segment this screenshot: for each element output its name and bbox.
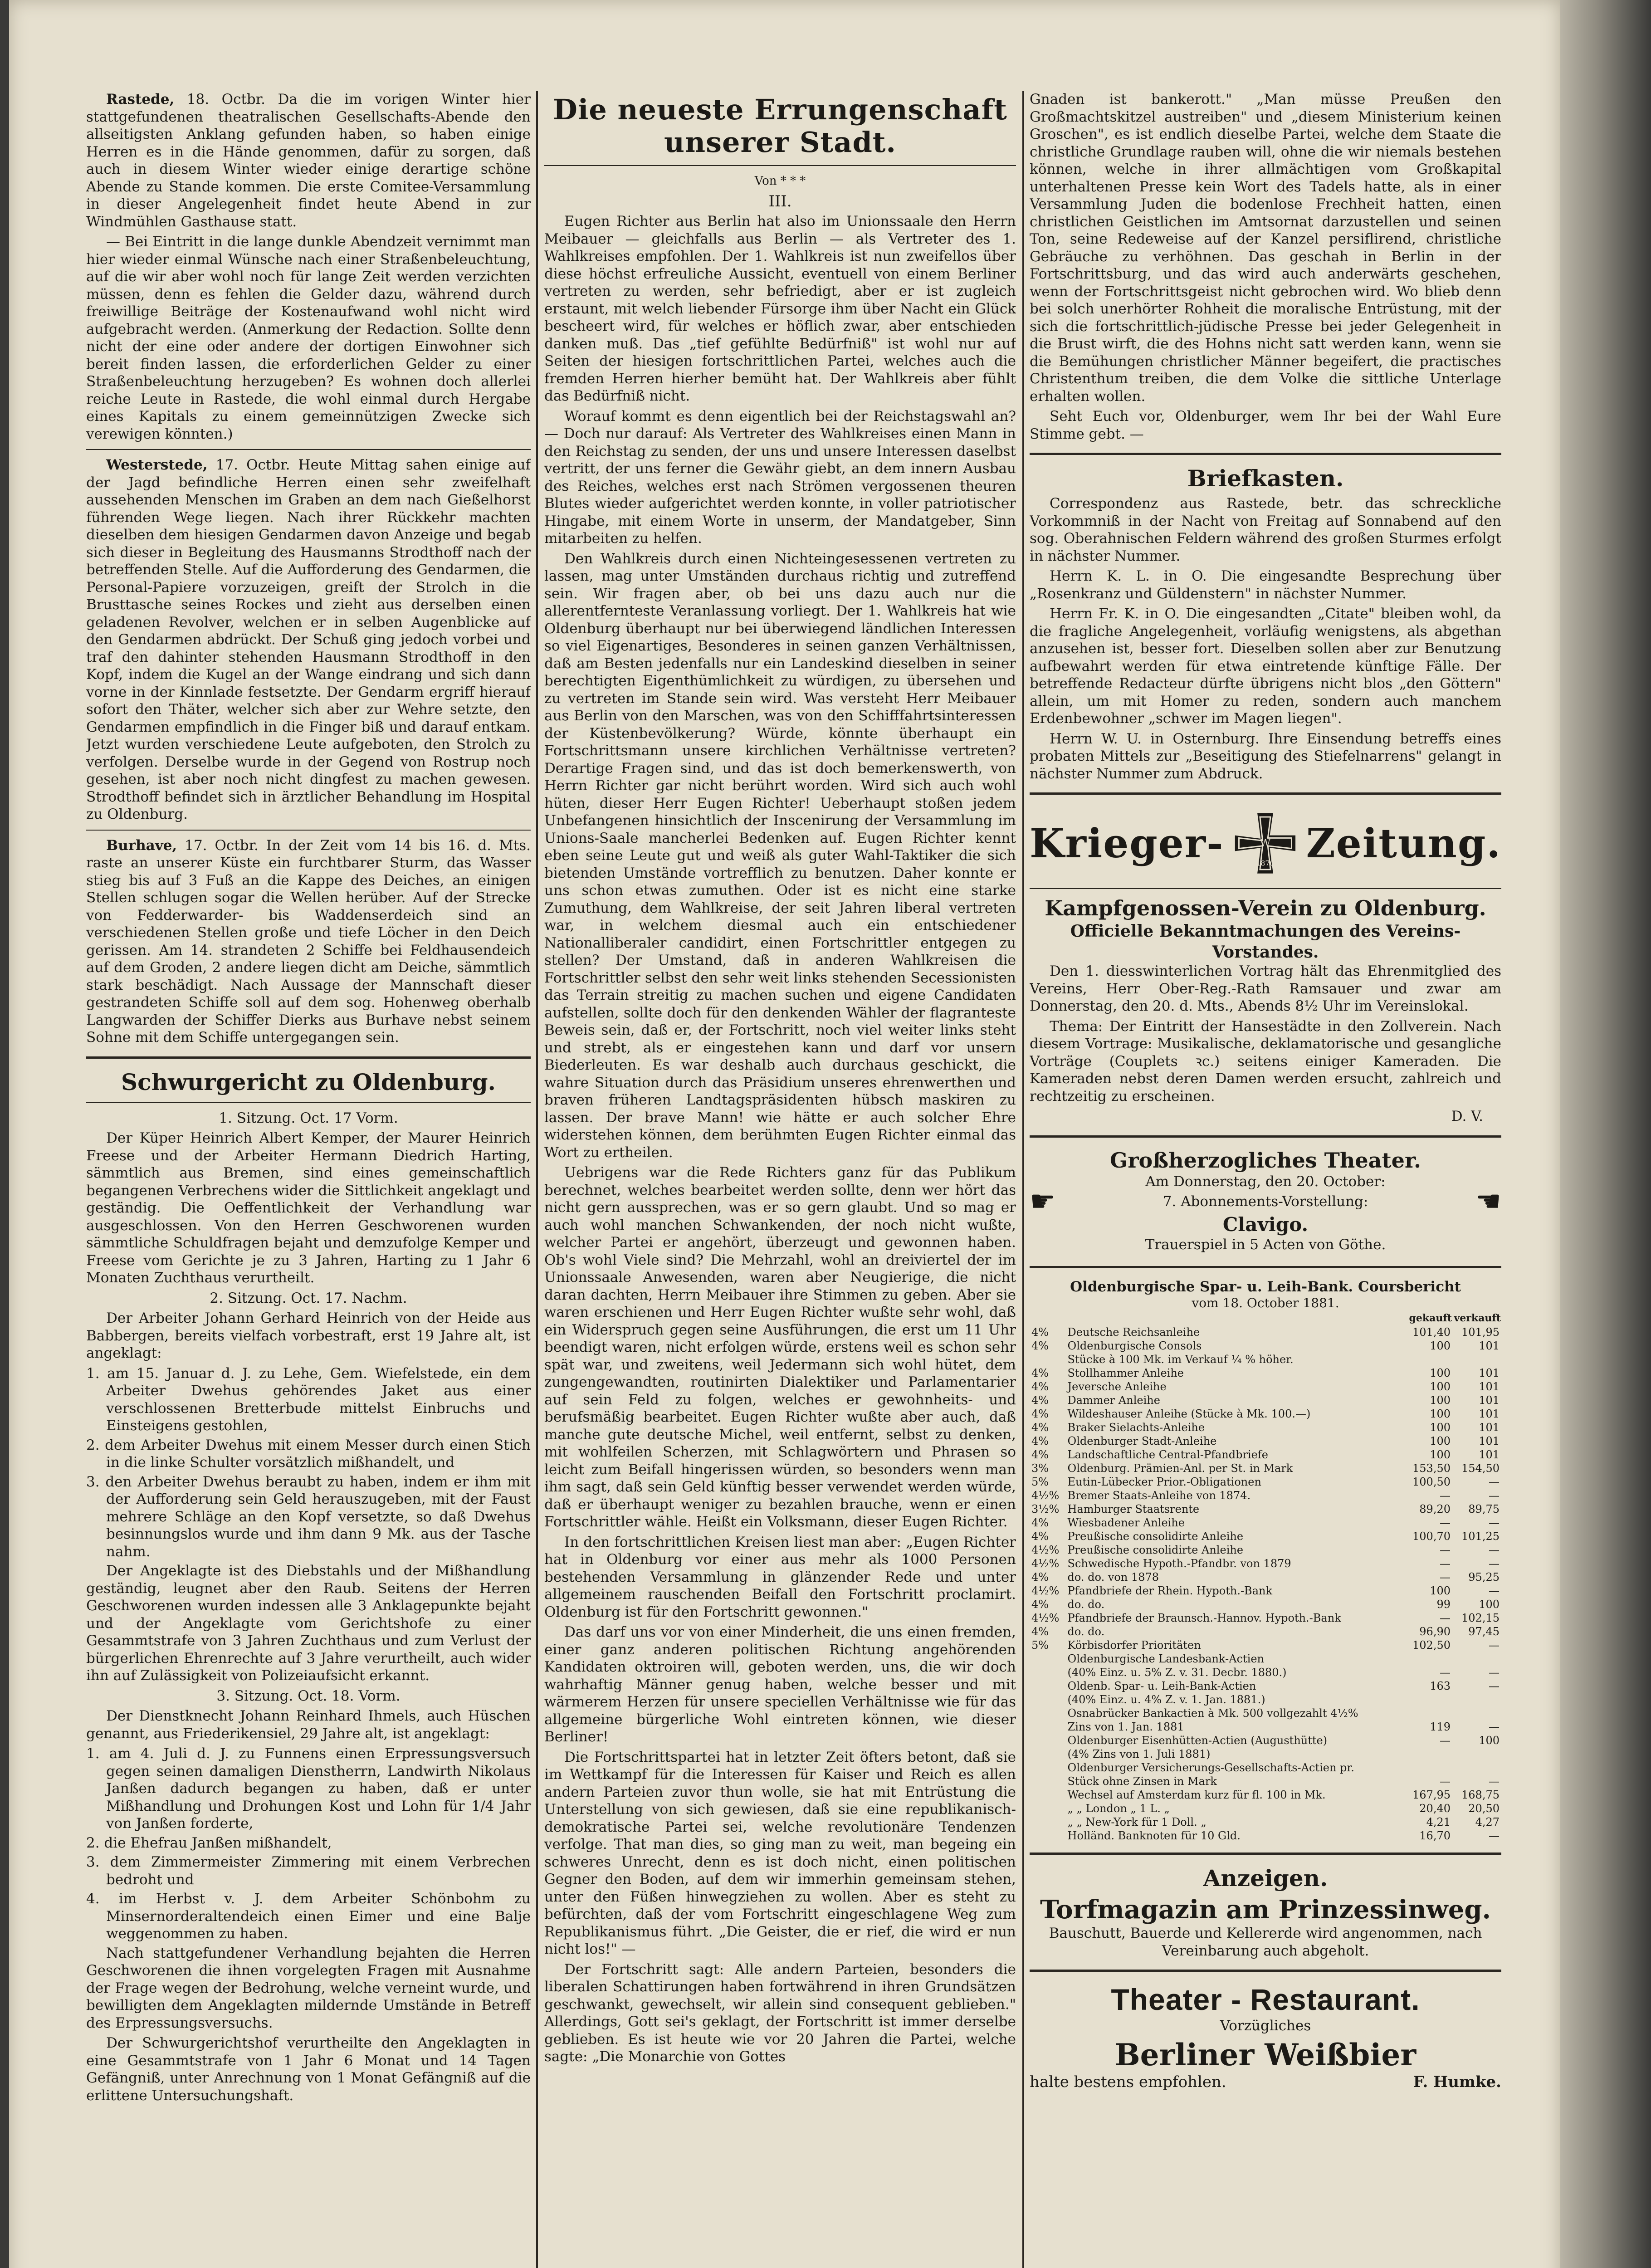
kurs-gekauft (1403, 1652, 1452, 1666)
kurs-name: do. do. (1067, 1625, 1105, 1638)
kurs-name: (40% Einz. u. 5% Z. v. 31. Decbr. 1880.) (1067, 1666, 1287, 1679)
article-paragraph: Uebrigens war die Rede Richters ganz für das Publikum berechnet, welches bearbeitet werden sollte, denn wer hört das nicht gern aussprechen, was er so gern glaubt. Und so mag er auch wohl manchen Schwankenden, der noch nicht wußte, welcher Partei er angehört, überzeugt und gewonnen haben. Ob's wohl Viele sind? Die Mehrzahl, wohl an dreiviertel der im Unionssaale Anwesenden, waren aber Neugierige, die nicht daran dachten, Herrn Meibauer ihre Stimmen zu geben. Aber sie waren erschienen und Herr Eugen Richter wußte sehr wohl, daß ein Widerspruch gegen seine Ausführungen, die erst um 11 Uhr beendigt waren, nicht erfolgen würde, erstens weil es schon sehr spät war, und zweitens, weil Jedermann sich wohl hütet, dem zungengewandten, routinirten Dialektiker und Parlamentarier auf sein Feld zu folgen, welches er gewohnheits- und berufsmäßig bearbeitet. Eugen Richter wußte aber auch, daß manche gute deutsche Michel, weil entfernt, selbst zu denken, mit wohlfeilen Scherzen, mit Schlagwörtern und Phrasen so leicht zum Beifall hingerissen würden, so besonders wenn man ihm sagt, daß sein Geld künftig besser verwendet werden würde, daß er überhaupt weniger zu bezahlen brauche, wenn er einen Fortschrittler wähle. Heißt ein Volksmann, dieser Eugen Richter. (544, 1164, 1016, 1530)
kurs-rate (1030, 1706, 1066, 1720)
kurs-rate: 5% (1031, 1639, 1049, 1652)
schwurgericht-title: Schwurgericht zu Oldenburg. (121, 1068, 496, 1095)
kurs-date: vom 18. October 1881. (1192, 1295, 1339, 1310)
kurs-verkauft: 4,27 (1475, 1816, 1500, 1828)
kurs-rate (1030, 1774, 1066, 1788)
kurs-name: Stück ohne Zinsen in Mark (1067, 1775, 1217, 1788)
kurs-row (1030, 1611, 1501, 1625)
kurs-name: (40% Einz. u. 4% Z. v. 1. Jan. 1881.) (1067, 1693, 1265, 1706)
kurs-rate: 4½% (1031, 1544, 1060, 1556)
list-item: 4. im Herbst v. J. dem Arbeiter Schönbohm zu Minsernorderaltendeich einen Eimer und eine Balje weggenommen zu haben. (86, 1891, 531, 1942)
kurs-row (1030, 1380, 1501, 1393)
kurs-row (1030, 1353, 1501, 1366)
kurs-row (1030, 1829, 1501, 1843)
kurs-rate: 4% (1031, 1421, 1049, 1434)
kurs-row (1030, 1407, 1501, 1421)
article-paragraph: Den Wahlkreis durch einen Nichteingesessenen vertreten zu lassen, mag unter Umständen durchaus richtig und zutreffend sein. Wir fragen aber, ob bei uns dazu auch nur die allerentfernteste Veranlassung vorliegt. Der 1. Wahlkreis hat wie Oldenburg überhaupt nur bei überwiegend ländlichen Interessen so viel Eigenartiges, Besonderes in seinen ganzen Verhältnissen, daß am Besten jedenfalls nur ein Landeskind dieselben in seiner berechtigten Eigenthümlichkeit zu würdigen, zu übersehen und zu vertreten im Stande sein wird. Was versteht Herr Meibauer aus Berlin von den Marschen, was von den Schifffahrtsinteressen der Küstenbevölkerung? Würde, könnte überhaupt ein Fortschrittsmann unsere kirchlichen Verhältnisse vertreten? Derartige Fragen sind, und das ist doch bemerkenswerth, von Herrn Richter gar nicht berührt worden. Wird sich auch wohl hüten, dieser Herr Eugen Richter! Ueberhaupt stoßen jedem Unbefangenen hinsichtlich der Inscenirung der Versammlung im Unions-Saale mancherlei Bedenken auf. Eugen Richter kennt eben seine Leute gut und weiß als guter Wahl-Taktiker die sich bietenden Umstände vortrefflich zu benutzen. Daher konnte er uns schon etwas zumuthen. Oder ist es nicht eine starke Zumuthung, dem Wahlkreise, der seit Jahren liberal vertreten war, in welchem diesmal auch ein entschiedener Nationalliberaler candidirt, einen Fortschrittler entgegen zu stellen? Der Umstand, daß in anderen Wahlkreisen die Fortschrittler selbst den sehr weit links stehenden Secessionisten das Terrain streitig zu machen suchen und eigene Candidaten aufstellen, sollte doch für den denkenden Wähler der flagranteste Beweis sein, daß er, der Fortschritt, noch viel weiter links steht und strebt, als er eingestehen kann und darf vor unsern Biederleuten. Es war deshalb auch durchaus geschickt, die wahre Situation durch das Präsidium unseres ehrenwerthen und braven früheren Landtagspräsidenten hübsch maskiren zu lassen. Der brave Mann! wie hätte er auch solcher Ehre widerstehen können, dem berühmten Eugen Richter einmal das Wort zu ertheilen. (544, 550, 1016, 1161)
kurs-row (1030, 1502, 1501, 1516)
kurs-name: „ „ New-York für 1 Doll. „ (1067, 1816, 1206, 1828)
article-paragraph: Die Fortschrittspartei hat in letzter Zeit öfters betont, daß sie im Wettkampf für die Interessen für Kaiser und Reich es allen andern Parteien zuvor thun wolle, sie hat mit Entrüstung die Unterstellung von sich gewiesen, daß sie eine republikanisch-demokratische Partei sei, welche revolutionäre Tendenzen verfolge. That man dies, so ging man zu weit, man begeing ein schweres Unrecht, denn es ist doch nicht, einen politischen Gegner den Boden, auf dem wir immerhin gemeinsam stehen, unter den Füßen hinwegziehen zu wollen. Aber es steht zu befürchten, daß der vom Fortschritt eingeschlagene Weg zum Republikanismus führt. „Die Geister, die er rief, die wird er nun nicht los!" — (544, 1749, 1016, 1957)
kurs-rate (1030, 1652, 1066, 1666)
article-paragraph: In den fortschrittlichen Kreisen liest man aber: „Eugen Richter hat in Oldenburg vor einer aus mehr als 1000 Personen bestehenden Versammlung in glänzender Rede und unter allgemeinem rauschenden Beifall den Fortschritt proclamirt. Oldenburg ist für den Fortschritt gewonnen." (544, 1534, 1016, 1620)
sitzung-3-text: Der Dienstknecht Johann Reinhard Ihmels, auch Hüschen genannt, aus Friederikensiel, 29 Jahre alt, ist angeklagt: (86, 1708, 531, 1742)
kurs-row (1030, 1706, 1501, 1720)
list-item: 1. am 15. Januar d. J. zu Lehe, Gem. Wiefelstede, ein dem Arbeiter Dwehus gehörendes Jaket aus einer verschlossenen Bretterbude mittelst Einbruchs und Einsteigens gestohlen, (86, 1365, 531, 1434)
kurs-name: Oldenburg. Prämien-Anl. per St. in Mark (1067, 1462, 1293, 1475)
kurs-rate: 4% (1031, 1380, 1049, 1393)
ad-signoff (1030, 2072, 1501, 2092)
kurs-gekauft: — (1440, 1734, 1451, 1747)
kurs-rate (1030, 1720, 1066, 1734)
article-paragraph: Das darf uns vor von einer Minderheit, die uns einen fremden, einer ganz anderen politischen Richtung angehörenden Kandidaten oktroiren will, geboten werden, uns, die wir doch wahrhaftig Männer genug haben, welche besser und mit wärmerem Herzen für unsere speciellen Verhältnisse wie für das allgemeine bürgerliche Wohl eintreten können, wie dieser Berliner! (544, 1624, 1016, 1745)
iron-cross-icon (1232, 805, 1298, 882)
kurs-rate (1030, 1788, 1066, 1802)
divider (1030, 888, 1501, 889)
sitzung-1-head: 1. Sitzung. Oct. 17 Vorm. (219, 1110, 398, 1126)
kurs-gekauft: 100 (1430, 1448, 1451, 1461)
briefkasten-item: Herrn W. U. in Osternburg. Ihre Einsendung betreffs eines probaten Mittels zur „Beseitigung des Stiefelnarrens" gelangt in nächster Nummer zum Abdruck. (1030, 730, 1501, 782)
kurs-verkauft: 101 (1479, 1339, 1500, 1352)
kurs-name: Oldenburger Stadt-Anleihe (1067, 1435, 1217, 1447)
kurs-row (1030, 1734, 1501, 1747)
theater-title: Großherzogliches Theater. (1110, 1148, 1421, 1173)
kurs-verkauft: 154,50 (1461, 1462, 1500, 1475)
kurs-rate: 4% (1031, 1408, 1049, 1420)
krieger-zeitung-masthead (1030, 805, 1501, 882)
kurs-rate: 4½% (1031, 1489, 1060, 1502)
briefkasten-item: Herrn Fr. K. in O. Die eingesandten „Citate" bleiben wohl, da die fragliche Angelegenheit, vorläufig wenigstens, als abgethan anzusehen ist, besser fort. Dieselben sollen aber zur Benutzung aufbewahrt werden für etwa eintretende künftige Fälle. Der betreffende Redacteur dürfte übrigens nicht blos „den Göttern" allein, um mit Homer zu reden, sondern auch manchem Erdenbewohner „schwer im Magen liegen". (1030, 606, 1501, 727)
kurs-row (1030, 1666, 1501, 1679)
kurs-gekauft: — (1440, 1489, 1451, 1502)
kurs-verkauft: — (1489, 1639, 1500, 1652)
kurs-row (1030, 1747, 1501, 1761)
kurs-rate: 4% (1031, 1625, 1049, 1638)
kurs-row (1030, 1461, 1501, 1475)
kurs-row (1030, 1625, 1501, 1638)
kurs-name: Wildeshauser Anleihe (Stücke à Mk. 100.—) (1067, 1408, 1311, 1420)
kurs-rate: 4½% (1031, 1612, 1060, 1624)
kurs-name: Bremer Staats-Anleihe von 1874. (1067, 1489, 1251, 1502)
kurs-name: Oldenburger Versicherungs-Gesellschafts-Actien pr. (1067, 1761, 1354, 1774)
kurs-name: Oldenburgische Landesbank-Actien (1067, 1652, 1264, 1665)
kurs-gekauft: 100,50 (1412, 1476, 1451, 1488)
kurs-verkauft (1452, 1353, 1501, 1366)
kurs-name: Zins von 1. Jan. 1881 (1067, 1721, 1184, 1733)
lead-rastede: Rastede, (106, 91, 175, 108)
kurs-row (1030, 1815, 1501, 1829)
kurs-gekauft: 163 (1430, 1680, 1451, 1692)
kurs-rate (1030, 1353, 1066, 1366)
divider (86, 1102, 531, 1103)
kurs-gekauft: — (1440, 1775, 1451, 1788)
kurs-gekauft: 16,70 (1419, 1829, 1451, 1842)
kurs-name: Osnabrücker Bankactien à Mk. 500 vollgezahlt 4½% (1067, 1707, 1358, 1720)
article-paragraph: Eugen Richter aus Berlin hat also im Unionssaale den Herrn Meibauer — gleichfalls aus Berlin — als Vertreter des 1. Wahlkreises empfohlen. Der 1. Wahlkreis ist nun zweifellos über diese höchst erfreuliche Aussicht, eventuell von einem Berliner vertreten zu werden, sehr befriedigt, aber er ist zugleich erstaunt, mit welch liebender Fürsorge ihm über Nacht ein Glück bescheert wird, für welches er höflich zwar, aber entschieden danken muß. Das „tief gefühlte Bedürfniß" ist wohl nur auf Seiten der hiesigen fortschrittlichen Partei, welches auch die fremden Herren hierher bemüht hat. Der Wahlkreis aber fühlt das Bedürfniß nicht. (544, 213, 1016, 404)
kurs-name: Jeversche Anleihe (1067, 1380, 1167, 1393)
kurs-rate: 4% (1031, 1598, 1049, 1611)
kurs-rate (1030, 1802, 1066, 1815)
byline: Von * * * (754, 174, 806, 188)
divider (1030, 792, 1501, 795)
kurs-row (1030, 1693, 1501, 1706)
kurs-verkauft: 101 (1479, 1421, 1500, 1434)
kurs-rate (1030, 1734, 1066, 1747)
kurs-gekauft (1403, 1761, 1452, 1774)
kurs-row (1030, 1720, 1501, 1734)
kurs-rate: 4% (1031, 1394, 1049, 1407)
kurs-gekauft: 100 (1430, 1421, 1451, 1434)
official-subtitle: Officielle Bekanntmachungen des Vereins-Vorstandes. (1070, 922, 1461, 962)
pointing-hand-left-icon: ☚ (1475, 1185, 1501, 1219)
kurs-rate: 4% (1031, 1516, 1049, 1529)
kurs-name: Stücke à 100 Mk. im Verkauf ¼ % höher. (1067, 1353, 1294, 1366)
kurs-row (1030, 1366, 1501, 1380)
sitzung-2-text-2: Der Angeklagte ist des Diebstahls und der Mißhandlung geständig, leugnet aber den Raub. Seitens der Herren Geschworenen wurden indessen alle 3 Anklagepunkte bejaht und der Angeklagte vom Gerichtshofe zu einer Gesammtstrafe von 3 Jahren Zuchthaus und zum Verlust der bürgerlichen Ehrenrechte auf 3 Jahre verurtheilt, auch wider ihn auf Zulässigkeit von Polizeiaufsicht erkannt. (86, 1563, 531, 1684)
kurs-gekauft: 99 (1436, 1598, 1451, 1611)
signature: D. V. (1451, 1108, 1483, 1124)
kurs-name: Wiesbadener Anleihe (1067, 1516, 1185, 1529)
theater-ad (1030, 1148, 1501, 1256)
kurs-row (1030, 1393, 1501, 1407)
kurs-rate: 4% (1031, 1367, 1049, 1379)
kurs-gekauft: — (1440, 1666, 1451, 1679)
anzeigen-title: Anzeigen. (1203, 1865, 1328, 1892)
kurs-row (1030, 1802, 1501, 1815)
kurs-gekauft (1403, 1747, 1452, 1761)
kurs-rate (1030, 1693, 1066, 1706)
kurs-row (1030, 1788, 1501, 1802)
sitzung-2-head: 2. Sitzung. Oct. 17. Nachm. (210, 1290, 407, 1306)
kurs-verkauft: 101 (1479, 1380, 1500, 1393)
krieger-word: Krieger- (1030, 820, 1224, 867)
cross-letter: W (1260, 837, 1271, 850)
kurs-name: Eutin-Lübecker Prior.-Obligationen (1067, 1476, 1261, 1488)
kurs-gekauft: 119 (1430, 1721, 1451, 1733)
kurs-gekauft (1403, 1353, 1452, 1366)
divider (1030, 1970, 1501, 1972)
kurs-row (1030, 1421, 1501, 1434)
kurs-gekauft: 89,20 (1419, 1503, 1451, 1515)
article-westerstede (86, 456, 531, 823)
article-burhave (86, 837, 531, 1046)
kurs-gekauft: 20,40 (1419, 1802, 1451, 1815)
divider (1030, 1135, 1501, 1138)
kurs-name: Preußische consolidirte Anleihe (1067, 1530, 1244, 1543)
kurs-row (1030, 1652, 1501, 1666)
kurs-table (1030, 1311, 1501, 1843)
kurs-gekauft: — (1440, 1557, 1451, 1570)
rastede-text: 18. Octbr. Da die im vorigen Winter hier stattgefundenen theatralischen Gesellschafts-Abende den allseitigsten Anklang gefunden haben, so haben einige Herren es in die Hände genommen, dafür zu sorgen, daß auch in diesem Winter wieder einige derartige schöne Abende zu Stande kommen. Die erste Comitee-Versammlung in dieser Angelegenheit findet heute Abend in zur Windmühlen Gasthause statt. (86, 91, 531, 230)
kurs-rate (1030, 1761, 1066, 1774)
kurs-gekauft: 100 (1430, 1380, 1451, 1393)
article-paragraph: Der Fortschritt sagt: Alle andern Parteien, besonders die liberalen Schattirungen haben fortwährend in ihren Grundsätzen geschwankt, gewechselt, wir allein sind consequent geblieben." Allerdings, Gott sei's geklagt, der Fortschritt ist immer derselbe geblieben. Es ist heute wie vor 20 Jahren die Partei, welche sagte: „Die Monarchie von Gottes (544, 1961, 1016, 2065)
kurs-rate: 4½% (1031, 1584, 1060, 1597)
kurs-gekauft (1403, 1706, 1452, 1720)
divider (86, 830, 531, 831)
pointing-hand-right-icon: ☛ (1030, 1185, 1056, 1219)
kurs-name: Holländ. Banknoten für 10 Gld. (1067, 1829, 1241, 1842)
page-edge (1560, 0, 1651, 2268)
newspaper-page (9, 0, 1560, 2268)
sitzung-1-text: Der Küper Heinrich Albert Kemper, der Maurer Heinrich Freese und der Arbeiter Hermann Diedrich Harting, sämmtlich aus Bremen, sind eines gemeinschaftlich begangenen Verbrechens wider die Sittlichkeit angeklagt und geständig. Die Oeffentlichkeit der Verhandlung war ausgeschlossen. Von den Herren Geschworenen wurden sämmtliche Schuldfragen bejaht und demzufolge Kemper und Freese vom Gerichte je zu 3 Jahren, Harting zu 1 Jahr 6 Monaten Zuchthaus verurtheilt. (86, 1130, 531, 1286)
kurs-verkauft: 101,95 (1461, 1326, 1500, 1339)
kurs-rate (1030, 1815, 1066, 1829)
lead-burhave: Burhave, (106, 837, 177, 854)
kurs-verkauft: 101 (1479, 1408, 1500, 1420)
halte-text: halte bestens empfohlen. (1030, 2072, 1226, 2091)
kurs-gekauft: 101,40 (1412, 1326, 1451, 1339)
list-item: 2. die Ehefrau Janßen mißhandelt, (86, 1834, 332, 1851)
kurs-row (1030, 1543, 1501, 1557)
kurs-gekauft: — (1440, 1571, 1451, 1584)
kurs-rate: 4% (1031, 1571, 1049, 1584)
column-rule (1022, 91, 1024, 2268)
kurs-verkauft: 100 (1479, 1734, 1500, 1747)
kurs-gekauft: — (1440, 1544, 1451, 1556)
kurs-rate: 4% (1031, 1326, 1049, 1339)
kurs-verkauft: 95,25 (1468, 1571, 1500, 1584)
theater-date: Am Donnerstag, den 20. October: (1145, 1173, 1386, 1190)
briefkasten-item: Correspondenz aus Rastede, betr. das schreckliche Vorkommniß in der Nacht von Freitag auf Sonnabend auf den sog. Oberahnischen Feldern während des großen Sturmes erfolgt in nächster Nummer. (1030, 495, 1501, 564)
column-rule (536, 91, 538, 2268)
divider (86, 1056, 531, 1059)
kurs-rate (1030, 1829, 1066, 1843)
zeitung-word: Zeitung. (1306, 820, 1501, 867)
kurs-verkauft (1452, 1761, 1501, 1774)
restaurant-title: Theater - Restaurant. (1111, 1983, 1420, 2016)
kurs-verkauft: — (1489, 1829, 1500, 1842)
kurs-gekauft: — (1440, 1612, 1451, 1624)
sitzung-3-text-2: Nach stattgefundener Verhandlung bejahten die Herren Geschworenen die ihnen vorgelegten Fragen mit Ausnahme der Frage wegen der Bedrohung, welche verneint wurde, und bewilligten dem Angeklagten mildernde Umstände in Betreff des Erpressungsversuchs. (86, 1945, 531, 2031)
kurs-verkauft (1452, 1652, 1501, 1666)
kurs-gekauft: 100,70 (1412, 1530, 1451, 1543)
part-number: III. (768, 192, 792, 210)
verein-title: Kampfgenossen-Verein zu Oldenburg. (1045, 896, 1486, 920)
kurs-name: Braker Sielachts-Anleihe (1067, 1421, 1205, 1434)
lead-westerstede: Westerstede, (106, 457, 208, 473)
cross-year: 1870 (1255, 859, 1275, 868)
kurs-name: do. do. (1067, 1598, 1105, 1611)
kurs-name: Deutsche Reichsanleihe (1067, 1326, 1200, 1339)
kurs-verkauft: 20,50 (1468, 1802, 1500, 1815)
kurs-verkauft: — (1489, 1476, 1500, 1488)
col-header-verkauft: verkauft (1454, 1312, 1501, 1324)
kurs-name: Landschaftliche Central-Pfandbriefe (1067, 1448, 1268, 1461)
kurs-row (1030, 1557, 1501, 1570)
column-3 (1030, 91, 1501, 2268)
theater-abo: 7. Abonnements-Vorstellung: (1163, 1193, 1368, 1210)
kurs-row (1030, 1339, 1501, 1353)
kurs-rate: 4% (1031, 1435, 1049, 1447)
kurs-row (1030, 1761, 1501, 1774)
kurs-rate: 4% (1031, 1339, 1049, 1352)
kurs-name: (4% Zins von 1. Juli 1881) (1067, 1748, 1211, 1760)
list-item: 1. am 4. Juli d. J. zu Funnens einen Erpressungsversuch gegen seinen damaligen Dienstherrn, Landwirth Nikolaus Janßen dadurch begangen zu haben, daß er unter Mißhandlung und Drohungen Kost und Lohn für 1/4 Jahr von Janßen forderte, (86, 1745, 531, 1832)
kurs-row (1030, 1598, 1501, 1611)
kurs-verkauft: — (1489, 1721, 1500, 1733)
kurs-name: Oldenburger Eisenhütten-Actien (Augusthütte) (1067, 1734, 1328, 1747)
kurs-verkauft (1452, 1706, 1501, 1720)
kurs-rate: 4% (1031, 1448, 1049, 1461)
kurs-name: Schwedische Hypoth.-Pfandbr. von 1879 (1067, 1557, 1291, 1570)
kurs-rate: 5% (1031, 1476, 1049, 1488)
kurs-rate (1030, 1747, 1066, 1761)
kurs-verkauft: — (1489, 1584, 1500, 1597)
kurs-name: Oldenburgische Consols (1067, 1339, 1202, 1352)
divider (86, 449, 531, 450)
burhave-text: 17. Octbr. In der Zeit vom 14 bis 16. d. Mts. raste an unserer Küste ein furchtbarer Sturm, das Wasser stieg bis auf 3 Fuß an die Kappe des Deiches, an einigen Stellen schlugen sogar die Wellen herüber. Auf der Strecke von Fedderwarder- bis Waddenserdeich sind an verschiedenen Stellen große und tiefe Löcher in den Deich gerissen. Am 14. strandeten 2 Schiffe bei Feldhausendeich auf dem Groden, 2 andere liegen dicht am Deiche, sämmtlich stark beschädigt. Nach Aussage der Mannschaft dieser gestrandeten Schiffe soll auf dem sog. Hohenweg oberhalb Langwarden der Schiffer Dierks aus Burhave nebst seinem Sohne mit dem Schiffe untergegangen sein. (86, 837, 531, 1046)
kurs-row (1030, 1475, 1501, 1489)
sitzung-3-head: 3. Sitzung. Oct. 18. Vorm. (216, 1687, 401, 1704)
article-continuation: Gnaden ist bankerott." „Man müsse Preußen den Großmachtskitzel austreiben" und „diesem Ministerium keinen Groschen", es ist endlich dieselbe Partei, welche dem Staate die christliche Grundlage rauben will, ohne die wir niemals bestehen können, welche in ihrer allmächtigen vom Großkapital unterhaltenen Presse kein Wort des Tadels hatte, als in einer Versammlung Juden die bodenlose Frechheit hatten, einen christlichen Geistlichen im Amtsornat darzustellen und seinen Ton, seine Redeweise auf der Kanzel persiflirend, christliche Gebräuche zu verhöhnen. Das geschah in Berlin in der Fortschrittsburg, und das wird auch anderwärts geschehen, wenn der Fortschrittsgeist nicht gebrochen wird. Wo blieb denn bei solch unerhörter Rohheit die moralische Entrüstung, mit der sich die fortschrittlich-jüdische Presse bei jeder Gelegenheit in die Brust wirft, die des Hohns nicht satt werden kann, wenn sie die Bemühungen christlicher Männer begeifert, die practisches Christenthum treiben, die dem Volke die sittliche Unterlage erhalten wollen. (1030, 91, 1501, 405)
torf-title: Torfmagazin am Prinzessinweg. (1040, 1895, 1491, 1925)
kurs-name: Wechsel auf Amsterdam kurz für fl. 100 in Mk. (1067, 1789, 1326, 1801)
kurs-verkauft: — (1489, 1680, 1500, 1692)
kurs-verkauft: — (1489, 1516, 1500, 1529)
kurs-rate: 3½% (1031, 1503, 1060, 1515)
column-1 (86, 91, 531, 2268)
kurs-verkauft: 101,25 (1461, 1530, 1500, 1543)
list-item: 3. den Arbeiter Dwehus beraubt zu haben, indem er ihm mit der Aufforderung sein Geld herauszugeben, mit der Faust mehrere Schläge an den Kopf versetzte, so daß Dwehus besinnungslos wurde und ihm dann 9 Mk. aus der Tasche nahm. (86, 1473, 531, 1560)
weissbier-title: Berliner Weißbier (1114, 2037, 1417, 2072)
sitzung-2-text: Der Arbeiter Johann Gerhard Heinrich von der Heide aus Babbergen, bereits vielfach vorbestraft, erst 19 Jahre alt, ist angeklagt: (86, 1310, 531, 1361)
kurs-gekauft: 100 (1430, 1367, 1451, 1379)
column-2 (544, 91, 1016, 2268)
kurs-gekauft: 153,50 (1412, 1462, 1451, 1475)
kurs-verkauft: 101 (1479, 1435, 1500, 1447)
kurs-verkauft: — (1489, 1557, 1500, 1570)
kurs-title: Oldenburgische Spar- u. Leih-Bank. Coursbericht (1070, 1279, 1461, 1295)
kurs-gekauft: 100 (1430, 1394, 1451, 1407)
kurs-verkauft: 97,45 (1468, 1625, 1500, 1638)
kurs-gekauft: 4,21 (1426, 1816, 1451, 1828)
kurs-row (1030, 1638, 1501, 1652)
kurs-name: Pfandbriefe der Braunsch.-Hannov. Hypoth.-Bank (1067, 1612, 1341, 1624)
kurs-name: „ „ London „ 1 L. „ (1067, 1802, 1170, 1815)
kurs-verkauft: — (1489, 1544, 1500, 1556)
kurs-gekauft: 100 (1430, 1339, 1451, 1352)
divider (1030, 1853, 1501, 1855)
krieger-text: Den 1. diesswinterlichen Vortrag hält das Ehrenmitglied des Vereins, Herr Ober-Reg.-Rath Ramsauer und zwar am Donnerstag, den 20. d. Mts., Abends 8½ Uhr im Vereinslokal. (1030, 963, 1501, 1014)
kurs-gekauft: 100 (1430, 1584, 1451, 1597)
kurs-verkauft (1452, 1747, 1501, 1761)
kurs-verkauft (1452, 1693, 1501, 1706)
kurs-verkauft: 101 (1479, 1448, 1500, 1461)
kurs-gekauft: 102,50 (1412, 1639, 1451, 1652)
divider (544, 165, 1016, 166)
briefkasten-item: Herrn K. L. in O. Die eingesandte Besprechung über „Rosenkranz und Güldenstern" in nächster Nummer. (1030, 568, 1501, 602)
torf-text: Bauschutt, Bauerde und Kellererde wird angenommen, nach Vereinbarung auch abgeholt. (1049, 1925, 1482, 1959)
krieger-text-2: Thema: Der Eintritt der Hansestädte in den Zollverein. Nach diesem Vortrage: Musikalische, deklamatorische und gesangliche Vorträge (Couplets ꝛc.) seitens einiger Kameraden. Die Kameraden nebst deren Damen werden ersucht, zahlreich und rechtzeitig zu erscheinen. (1030, 1018, 1501, 1105)
kurs-verkauft: 100 (1479, 1598, 1500, 1611)
col-header-gekauft: gekauft (1409, 1312, 1452, 1324)
kurs-verkauft: 101 (1479, 1394, 1500, 1407)
kurs-gekauft (1403, 1693, 1452, 1706)
kurs-name: do. do. von 1878 (1067, 1571, 1159, 1584)
kurs-name: Pfandbriefe der Rhein. Hypoth.-Bank (1067, 1584, 1272, 1597)
kurs-gekauft: 100 (1430, 1435, 1451, 1447)
kurs-row (1030, 1584, 1501, 1598)
kurs-verkauft: 101 (1479, 1367, 1500, 1379)
kurs-verkauft: — (1489, 1775, 1500, 1788)
kurs-verkauft: — (1489, 1666, 1500, 1679)
kurs-name: Preußische consolidirte Anleihe (1067, 1544, 1244, 1556)
kurs-row (1030, 1448, 1501, 1461)
kurs-verkauft: 89,75 (1468, 1503, 1500, 1515)
divider (1030, 453, 1501, 455)
vorzueglich: Vorzügliches (1220, 2018, 1311, 2034)
kurs-name: Hamburger Staatsrente (1067, 1503, 1200, 1515)
kurs-row (1030, 1325, 1501, 1339)
kurs-gekauft: — (1440, 1516, 1451, 1529)
kurs-name: Stollhammer Anleihe (1067, 1367, 1184, 1379)
kurs-rate (1030, 1679, 1066, 1693)
kurs-gekauft: 167,95 (1412, 1789, 1451, 1801)
kurs-row (1030, 1434, 1501, 1448)
play-desc: Trauerspiel in 5 Acten von Göthe. (1145, 1236, 1386, 1253)
rastede-p2: — Bei Eintritt in die lange dunkle Abendzeit vernimmt man hier wieder einmal Wünsche nach einer Straßenbeleuchtung, auf die wir aber wohl noch für lange Zeit werden verzichten müssen, denn es fehlen die Gelder dazu, während durch freiwillige Beiträge der Kostenaufwand wohl nicht wird aufgebracht werden. (Anmerkung der Redaction. Sollte denn nicht der eine oder andere der dortigen Einwohner sich bereit finden lassen, die erforderlichen Gelder zu einer Straßenbeleuchtung herzugeben? Es wohnen doch allerlei reiche Leute in Rastede, die wohl einmal durch Hergabe eines Kapitals zu einem gemeinnützigen Zwecke sich verewigen könnten.) (86, 234, 531, 442)
kurs-row (1030, 1530, 1501, 1543)
divider (1030, 1266, 1501, 1268)
article-paragraph: Worauf kommt es denn eigentlich bei der Reichstagswahl an? — Doch nur darauf: Als Vertreter des Wahlkreises einen Mann in den Reichstag zu senden, der uns und unsere Interessen daselbst vertritt, der uns ferner die Gewähr giebt, an dem innern Ausbau des Reiches, welches erst nach Strömen vergossenen theuren Blutes wieder aufgerichtet werden konnte, in voller patriotischer Hingabe, mit einem Worte in unserm, der Mandatgeber, Sinn mitarbeiten zu helfen. (544, 408, 1016, 547)
kurs-name: Dammer Anleihe (1067, 1394, 1160, 1407)
article-closing: Seht Euch vor, Oldenburger, wem Ihr bei der Wahl Eure Stimme gebt. — (1030, 408, 1501, 442)
kurs-row (1030, 1774, 1501, 1788)
kurs-verkauft: 168,75 (1461, 1789, 1500, 1801)
kurs-rate: 4½% (1031, 1557, 1060, 1570)
play-title: Clavigo. (1222, 1213, 1309, 1236)
kurs-verkauft: — (1489, 1489, 1500, 1502)
list-item: 3. dem Zimmermeister Zimmering mit einem Verbrechen bedroht und (86, 1854, 531, 1888)
article-title: Die neueste Errungenschaft unserer Stadt. (553, 93, 1007, 159)
westerstede-text: 17. Octbr. Heute Mittag sahen einige auf der Jagd befindliche Herren einen sehr zweifelhaft aussehenden Menschen im Graben an dem nach Gießelhorst führenden Wege liegen. Nach ihrer Rückkehr machten dieselben dem hiesigen Gendarmen davon Anzeige und begab sich dieser in Begleitung des Hausmanns Strodthoff nach der betreffenden Stelle. Auf die Aufforderung des Gendarmen, die Personal-Papiere vorzuzeigen, greift der Strolch in die Brusttasche seines Rockes und zieht aus derselben einen geladenen Revolver, welchen er in selben Augenblicke auf den Gendarmen abdrückt. Der Schuß ging jedoch vorbei und traf den dahinter stehenden Hausmann Strodthoff in den Kopf, indem die Kugel an der Wange eindrang und sich dann vorne in der Kinnlade festsetzte. Der Gendarm ergriff hierauf sofort den Thäter, welcher sich aber zur Wehre setzte, den Gendarmen empfindlich in die Finger biß und darauf entkam. Jetzt wurden verschiedene Leute aufgeboten, den Strolch zu verfolgen. Derselbe wurde in der Gegend von Rostrup noch gesehen, ist aber noch nicht dingfest zu machen gewesen. Strodthoff befindet sich in ärztlicher Behandlung im Hospital zu Oldenburg. (86, 457, 531, 822)
kurs-gekauft: 100 (1430, 1408, 1451, 1420)
kurs-row (1030, 1489, 1501, 1502)
advertiser-name: F. Humke. (1413, 2072, 1501, 2091)
kurs-verkauft: 102,15 (1461, 1612, 1500, 1624)
kurs-name: Körbisdorfer Prioritäten (1067, 1639, 1201, 1652)
list-item: 2. dem Arbeiter Dwehus mit einem Messer durch einen Stich in die linke Schulter vorsätzlich mißhandelt, und (86, 1437, 531, 1471)
kurs-name: Oldenb. Spar- u. Leih-Bank-Actien (1067, 1680, 1256, 1692)
kurs-rate (1030, 1666, 1066, 1679)
kurs-row (1030, 1516, 1501, 1530)
kurs-rate: 4% (1031, 1530, 1049, 1543)
kurs-row (1030, 1570, 1501, 1584)
kurs-rate: 3% (1031, 1462, 1049, 1475)
article-rastede (86, 91, 531, 230)
sitzung-3-text-3: Der Schwurgerichtshof verurtheilte den Angeklagten in eine Gesammtstrafe von 1 Jahr 6 Monat und 14 Tagen Gefängniß, unter Anrechnung von 1 Monat Gefängniß auf die erlittene Untersuchungshaft. (86, 2035, 531, 2104)
kurs-row (1030, 1679, 1501, 1693)
kurs-gekauft: 96,90 (1419, 1625, 1451, 1638)
briefkasten-title: Briefkasten. (1187, 465, 1344, 492)
